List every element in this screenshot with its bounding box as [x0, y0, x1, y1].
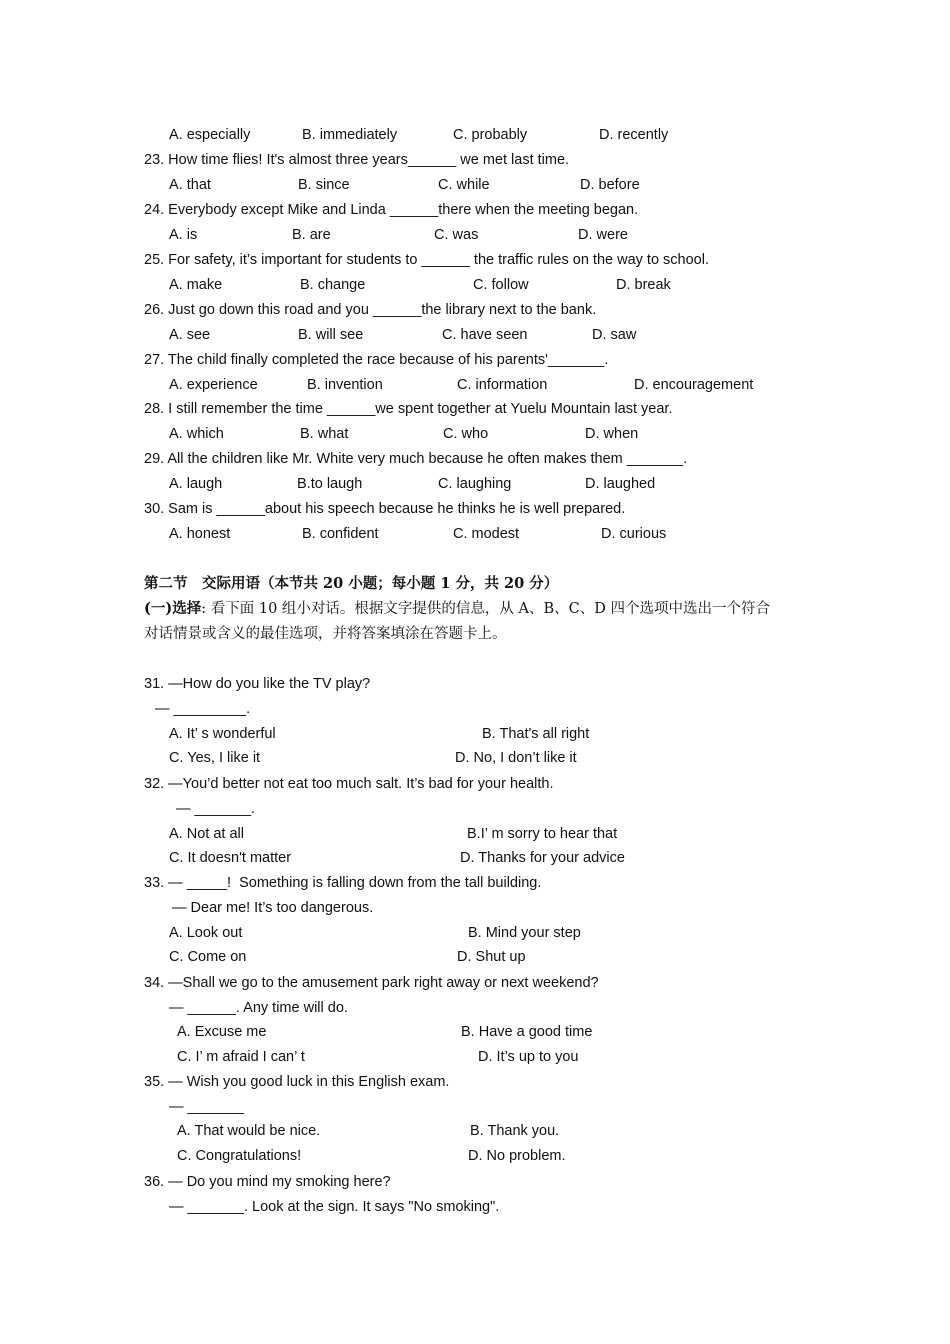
option-a: A. That would be nice. [177, 1123, 321, 1139]
dialogue-prompt: 31. —How do you like the TV play? [144, 676, 371, 692]
option-a: A. It’ s wonderful [169, 726, 276, 742]
option-c: C. was [434, 227, 479, 243]
dialogue-reply: — _______. [176, 801, 256, 817]
prev-option-b: B. immediately [302, 127, 398, 143]
option-d: D. No problem. [468, 1148, 566, 1164]
dialogue-reply: — _________. [155, 701, 251, 717]
option-b: B. invention [307, 377, 383, 393]
option-b: B. Mind your step [468, 925, 581, 941]
instruction-text: : 看下面 10 组小对话。根据文字提供的信息，从 A、B、C、D 四个选项中选出一个符合 [201, 601, 770, 617]
option-b: B. That's all right [482, 726, 590, 742]
section-instruction-cont: 对话情景或含义的最佳选项，并将答案填涂在答题卡上。 [144, 626, 507, 642]
option-d: D. when [585, 426, 639, 442]
option-b: B. Have a good time [461, 1024, 593, 1040]
dialogue-prompt: 34. —Shall we go to the amusement park right away or next weekend? [144, 975, 599, 991]
option-b: B. are [292, 227, 331, 243]
prev-option-c: C. probably [453, 127, 528, 143]
question-stem: 29. All the children like Mr. White very much because he often makes them _______. [144, 451, 688, 467]
option-c: C. have seen [442, 327, 528, 343]
option-c: C. I’ m afraid I can’ t [177, 1049, 305, 1065]
prev-option-a: A. especially [169, 127, 251, 143]
option-a: A. Not at all [169, 826, 244, 842]
option-b: B. confident [302, 526, 379, 542]
option-c: C. Yes, I like it [169, 750, 261, 766]
option-d: D. laughed [585, 476, 656, 492]
option-d: D. encouragement [634, 377, 754, 393]
question-stem: 23. How time flies! It's almost three years______ we met last time. [144, 152, 570, 168]
dialogue-reply: — Dear me! It’s too dangerous. [172, 900, 374, 916]
dialogue-prompt: 36. — Do you mind my smoking here? [144, 1174, 391, 1190]
option-c: C. Come on [169, 949, 247, 965]
dialogue-prompt: 32. —You’d better not eat too much salt. It’s bad for your health. [144, 776, 554, 792]
instruction-label: (一)选择 [144, 600, 202, 617]
option-c: C. It doesn't matter [169, 850, 292, 866]
option-c: C. while [438, 177, 490, 193]
option-c: C. follow [473, 277, 529, 293]
option-d: D. Thanks for your advice [460, 850, 625, 866]
option-c: C. laughing [438, 476, 512, 492]
option-b: B. change [300, 277, 366, 293]
option-d: D. It’s up to you [478, 1049, 579, 1065]
question-stem: 30. Sam is ______about his speech because he thinks he is well prepared. [144, 501, 626, 517]
section-heading: 第二节 交际用语（本节共 20 小题；每小题 1 分，共 20 分） [144, 575, 559, 592]
dialogue-prompt: 35. — Wish you good luck in this English exam. [144, 1074, 450, 1090]
option-c: C. modest [453, 526, 520, 542]
dialogue-reply: — _______. Look at the sign. It says "No smoking". [169, 1199, 500, 1215]
option-c: C. information [457, 377, 548, 393]
dialogue-reply: — _______ [169, 1099, 244, 1115]
option-b: B. will see [298, 327, 364, 343]
option-a: A. see [169, 327, 211, 343]
option-d: D. before [580, 177, 640, 193]
option-c: C. who [443, 426, 489, 442]
dialogue-prompt: 33. — _____! Something is falling down from the tall building. [144, 875, 542, 891]
option-a: A. that [169, 177, 211, 193]
option-a: A. make [169, 277, 223, 293]
option-b: B.to laugh [297, 476, 363, 492]
section-instruction [144, 600, 770, 618]
option-d: D. were [578, 227, 628, 243]
question-stem: 27. The child finally completed the race because of his parents'_______. [144, 352, 609, 368]
option-a: A. honest [169, 526, 231, 542]
option-a: A. laugh [169, 476, 223, 492]
option-d: D. Shut up [457, 949, 526, 965]
question-stem: 25. For safety, it’s important for students to ______ the traffic rules on the way to school. [144, 252, 709, 268]
option-b: B. since [298, 177, 350, 193]
option-d: D. break [616, 277, 671, 293]
option-c: C. Congratulations! [177, 1148, 302, 1164]
dialogue-reply: — ______. Any time will do. [169, 1000, 348, 1016]
option-a: A. which [169, 426, 224, 442]
option-d: D. No, I don’t like it [455, 750, 577, 766]
option-b: B. Thank you. [470, 1123, 560, 1139]
option-b: B.I’ m sorry to hear that [467, 826, 618, 842]
option-a: A. Excuse me [177, 1024, 267, 1040]
option-a: A. Look out [169, 925, 243, 941]
option-d: D. saw [592, 327, 637, 343]
option-a: A. experience [169, 377, 258, 393]
question-stem: 28. I still remember the time ______we spent together at Yuelu Mountain last year. [144, 401, 673, 417]
option-a: A. is [169, 227, 198, 243]
option-b: B. what [300, 426, 349, 442]
question-stem: 24. Everybody except Mike and Linda ______there when the meeting began. [144, 202, 639, 218]
option-d: D. curious [601, 526, 667, 542]
question-stem: 26. Just go down this road and you ______the library next to the bank. [144, 302, 597, 318]
prev-option-d: D. recently [599, 127, 669, 143]
